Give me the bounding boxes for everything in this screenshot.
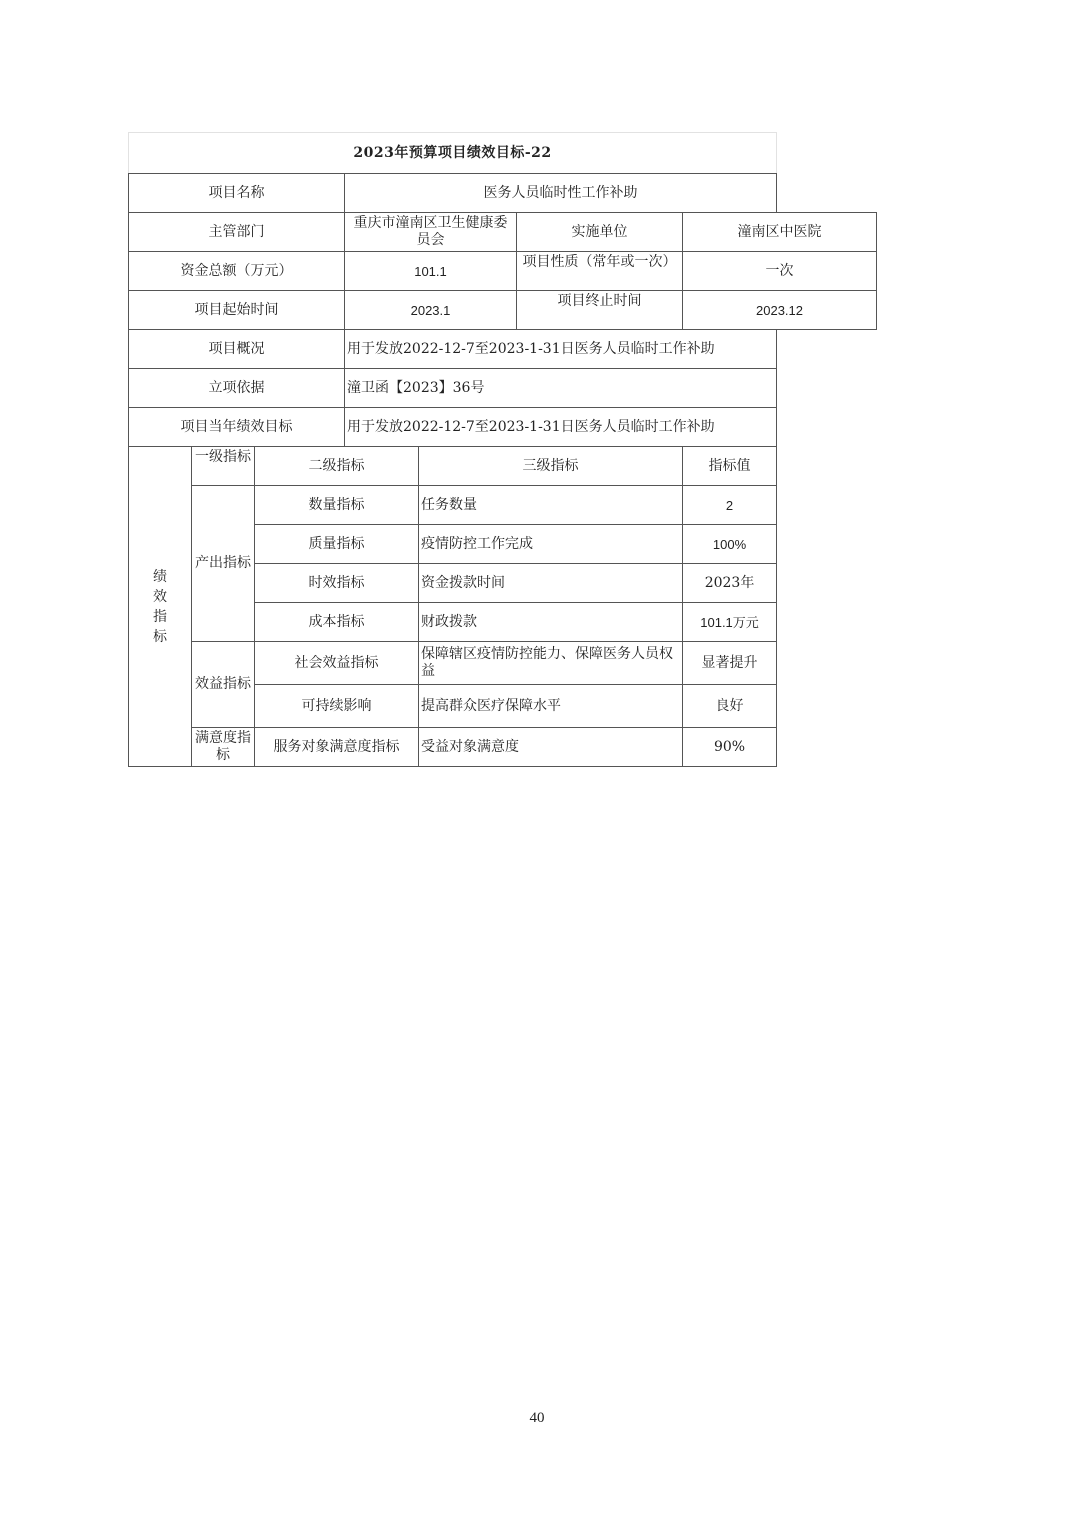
performance-goal-sheet	[128, 132, 877, 767]
nature-label: 项目性质（常年或一次）	[522, 254, 677, 270]
nature-value: 一次	[683, 252, 877, 291]
level2-header: 二级指标	[255, 447, 419, 486]
level3-header: 三级指标	[419, 447, 683, 486]
perf-indicator-label: 绩效指标	[153, 568, 167, 645]
level2-cell: 质量指标	[255, 525, 419, 564]
start-label: 项目起始时间	[129, 291, 345, 330]
dept-cell	[345, 213, 517, 252]
group-benefit: 效益指标	[192, 642, 255, 728]
group-output: 产出指标	[192, 486, 255, 642]
end-cell	[517, 291, 683, 330]
end-label: 项目终止时间	[557, 293, 642, 309]
level2-cell: 数量指标	[255, 486, 419, 525]
level1-header-cell	[192, 447, 255, 486]
funds-label: 资金总额（万元）	[129, 252, 345, 291]
table-row	[129, 728, 877, 767]
start-value: 2023.1	[345, 291, 517, 330]
level2-cell: 成本指标	[255, 603, 419, 642]
level3-cell: 疫情防控工作完成	[419, 525, 683, 564]
level2-cell: 时效指标	[255, 564, 419, 603]
impl-value: 潼南区中医院	[683, 213, 877, 252]
overview-label: 项目概况	[129, 330, 345, 369]
value-cell: 101.1万元	[683, 603, 777, 642]
basis-value: 潼卫函【2023】36号	[345, 369, 777, 408]
level3-cell: 财政拨款	[419, 603, 683, 642]
value-cell: 显著提升	[683, 642, 777, 685]
value-cell: 良好	[683, 685, 777, 728]
goal-label: 项目当年绩效目标	[129, 408, 345, 447]
value-cell: 2	[683, 486, 777, 525]
performance-goal-table	[128, 132, 877, 767]
level3-cell: 资金拨款时间	[419, 564, 683, 603]
level2-cell: 服务对象满意度指标	[255, 728, 419, 767]
level2-cell: 可持续影响	[255, 685, 419, 728]
level3-cell: 保障辖区疫情防控能力、保障医务人员权益	[419, 642, 683, 685]
value-cell: 100%	[683, 525, 777, 564]
nature-cell	[517, 252, 683, 291]
goal-value: 用于发放2022-12-7至2023-1-31日医务人员临时工作补助	[345, 408, 777, 447]
value-cell: 90%	[683, 728, 777, 767]
level1-header: 一级指标	[195, 449, 251, 465]
funds-value: 101.1	[345, 252, 517, 291]
table-title: 2023年预算项目绩效目标-22	[129, 133, 777, 174]
group-satisfaction-cell	[192, 728, 255, 767]
perf-indicator-label-cell	[129, 447, 192, 767]
dept-value: 重庆市潼南区卫生健康委员会	[353, 215, 508, 248]
table-row	[129, 642, 877, 685]
page-number: 40	[529, 1410, 545, 1426]
level3-cell: 提高群众医疗保障水平	[419, 685, 683, 728]
project-name-value: 医务人员临时性工作补助	[345, 174, 777, 213]
end-value: 2023.12	[683, 291, 877, 330]
level3-cell: 受益对象满意度	[419, 728, 683, 767]
group-satisfaction: 满意度指标	[195, 730, 251, 763]
level2-cell: 社会效益指标	[255, 642, 419, 685]
level3-cell: 任务数量	[419, 486, 683, 525]
value-cell: 2023年	[683, 564, 777, 603]
basis-label: 立项依据	[129, 369, 345, 408]
impl-label: 实施单位	[517, 213, 683, 252]
project-name-label: 项目名称	[129, 174, 345, 213]
overview-value: 用于发放2022-12-7至2023-1-31日医务人员临时工作补助	[345, 330, 777, 369]
value-header: 指标值	[683, 447, 777, 486]
dept-label: 主管部门	[129, 213, 345, 252]
table-row	[129, 486, 877, 525]
